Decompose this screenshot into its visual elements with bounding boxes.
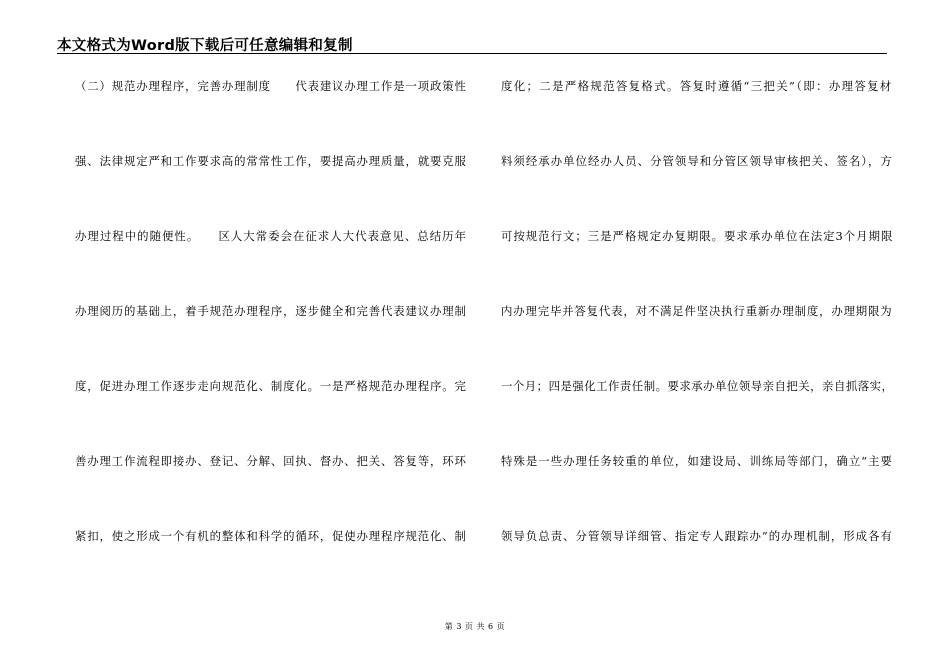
text-line: 特殊是一些办理任务较重的单位，如建设局、训练局等部门，确立“主要 — [501, 454, 893, 468]
text-line: 内办理完毕并答复代表，对不满足件坚决执行重新办理制度，办理期限为 — [501, 304, 893, 318]
text-line: 料须经承办单位经办人员、分管领导和分管区领导审核把关、签名），方 — [501, 154, 893, 168]
text-line: 可按规范行文；三是严格规定办复期限。要求承办单位在法定3个月期限 — [501, 229, 894, 243]
text-line: 度化；二是严格规范答复格式。答复时遵循“三把关”（即：办理答复材 — [501, 79, 893, 93]
text-line: 度，促进办理工作逐步走向规范化、制度化。一是严格规范办理程序。完 — [75, 379, 467, 393]
text-line: 一个月；四是强化工作责任制。要求承办单位领导亲自把关，亲自抓落实， — [501, 379, 894, 393]
header-divider — [57, 53, 887, 54]
text-line: 领导负总责、分管领导详细管、指定专人跟踪办”的办理机制，形成各有 — [501, 529, 893, 543]
text-line: 办理过程中的随便性。 区人大常委会在征求人大代表意见、总结历年 — [75, 229, 468, 243]
document-header-title: 本文格式为Word版下载后可任意编辑和复制 — [57, 38, 353, 54]
text-line: 办理阅历的基础上，着手规范办理程序，逐步健全和完善代表建议办理制 — [75, 304, 467, 318]
page-number: 第 3 页 共 6 页 — [444, 622, 506, 631]
text-line: （二）规范办理程序，完善办理制度 代表建议办理工作是一项政策性 — [75, 79, 467, 93]
page-header — [57, 32, 887, 54]
text-line: 强、法律规定严和工作要求高的常常性工作，要提高办理质量，就要克服 — [75, 154, 467, 168]
text-line: 善办理工作流程即接办、登记、分解、回执、督办、把关、答复等，环环 — [75, 454, 467, 468]
text-line: 紧扣，使之形成一个有机的整体和科学的循环，促使办理程序规范化、制 — [75, 529, 467, 543]
